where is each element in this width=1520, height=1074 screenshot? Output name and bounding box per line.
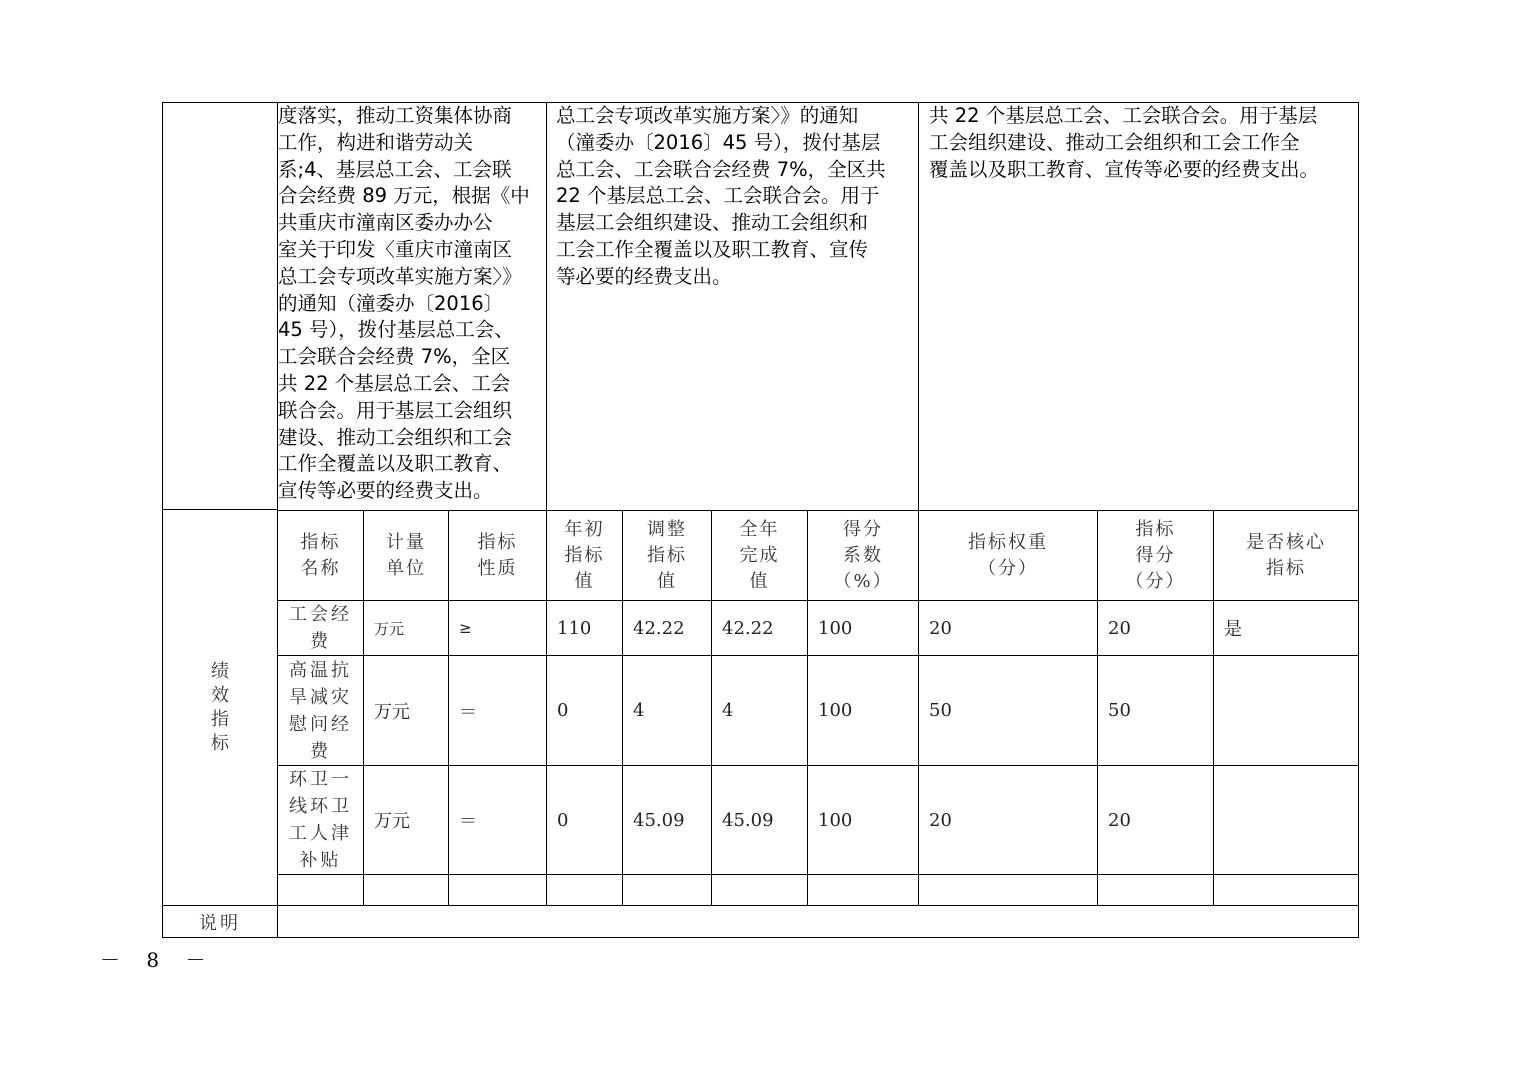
side-label-performance-indicators — [163, 511, 277, 904]
indicator-header-row — [163, 511, 1359, 601]
indicator-name-cell — [278, 766, 364, 875]
note-label: 说明 — [163, 906, 278, 938]
header-line: 年初 — [564, 518, 605, 540]
side-label-char: 绩 — [211, 660, 229, 682]
header-indicator-name — [278, 511, 364, 601]
empty-cell — [808, 875, 919, 906]
header-line: 指标 — [1266, 557, 1307, 579]
header-line: 系数 — [843, 544, 884, 566]
empty-cell — [547, 875, 623, 906]
empty-row — [163, 875, 1359, 906]
header-line: 性质 — [477, 557, 518, 579]
text-line: 建设、推动工会组织和工会 — [278, 425, 513, 449]
initial-cell: 0 — [547, 656, 623, 766]
budget-performance-table — [162, 102, 1359, 938]
header-score-coefficient — [808, 511, 919, 601]
nature-cell: ＝ — [449, 656, 547, 766]
header-line: 全年 — [739, 518, 780, 540]
header-line: 指标权重 — [968, 531, 1049, 553]
indicator-name-cell — [278, 656, 364, 766]
completed-cell: 42.22 — [712, 601, 808, 656]
header-line: 值 — [749, 570, 770, 592]
coef-cell: 100 — [808, 601, 919, 656]
text-line: 工作，构进和谐劳动关 — [278, 130, 474, 154]
left-column-divider — [162, 509, 277, 510]
indicator-name-cell — [278, 601, 364, 656]
name-line: 旱减灾 — [289, 686, 352, 708]
name-line: 费 — [310, 631, 331, 652]
header-initial-value — [547, 511, 623, 601]
description-col2 — [547, 103, 919, 511]
text-line: 系;4、基层总工会、工会联 — [278, 157, 512, 181]
coef-cell: 100 — [808, 656, 919, 766]
table-row — [163, 656, 1359, 766]
text-line: （潼委办〔2016〕45 号），拨付基层 — [556, 130, 881, 154]
initial-cell: 110 — [547, 601, 623, 656]
description-col1 — [278, 103, 547, 511]
empty-cell — [712, 875, 808, 906]
core-cell: 是 — [1214, 601, 1359, 656]
text-line: 基层工会组织建设、推动工会组织和 — [556, 211, 869, 235]
nature-cell: ＝ — [449, 766, 547, 875]
text-line: 总工会专项改革实施方案〉》 — [278, 264, 522, 288]
header-line: 值 — [574, 570, 595, 592]
side-label-char: 指 — [211, 708, 229, 730]
header-line: 值 — [657, 570, 678, 592]
header-weight — [919, 511, 1098, 601]
name-line: 线环卫 — [289, 796, 352, 817]
table-row — [163, 601, 1359, 656]
name-line: 补贴 — [299, 850, 342, 871]
empty-cell — [278, 875, 364, 906]
description-row — [163, 103, 1359, 511]
header-line: 指标 — [647, 544, 688, 566]
text-line: 度落实，推动工资集体协商 — [278, 104, 513, 127]
core-cell — [1214, 766, 1359, 875]
empty-cell — [449, 875, 547, 906]
header-line: （分） — [978, 557, 1039, 579]
coef-cell: 100 — [808, 766, 919, 875]
core-cell — [1214, 656, 1359, 766]
header-line: 指标 — [477, 531, 518, 553]
name-line: 高温抗 — [289, 659, 352, 681]
header-line: 单位 — [386, 557, 426, 579]
text-line: 总工会专项改革实施方案〉》的通知 — [556, 104, 859, 127]
empty-cell — [1098, 875, 1214, 906]
score-cell: 20 — [1098, 766, 1214, 875]
text-line: 联合会。用于基层工会组织 — [278, 398, 513, 422]
name-line: 工人津 — [289, 823, 352, 844]
weight-cell: 50 — [919, 656, 1098, 766]
text-line: 覆盖以及职工教育、宣传等必要的经费支出。 — [929, 157, 1320, 181]
text-line: 的通知（潼委办〔2016〕 — [278, 291, 504, 315]
text-line: 工会联合会经费 7%，全区 — [278, 345, 511, 369]
text-line: 共重庆市潼南区委办办公 — [278, 211, 493, 235]
text-line: 总工会、工会联合会经费 7%，全区共 — [556, 157, 886, 181]
text-line: 45 号），拨付基层总工会、 — [278, 318, 514, 342]
empty-cell — [623, 875, 712, 906]
text-line: 共 22 个基层总工会、工会联合会。用于基层 — [929, 104, 1318, 127]
name-line: 慰问经 — [289, 713, 352, 735]
text-line: 室关于印发〈重庆市潼南区 — [278, 237, 513, 261]
header-line: （分） — [1125, 570, 1186, 592]
header-line: 名称 — [300, 557, 341, 579]
text-line: 工作全覆盖以及职工教育、 — [278, 452, 513, 476]
empty-cell — [1214, 875, 1359, 906]
header-adjusted-value — [623, 511, 712, 601]
weight-cell: 20 — [919, 766, 1098, 875]
adjusted-cell: 45.09 — [623, 766, 712, 875]
note-row — [163, 906, 1359, 938]
text-line: 工会组织建设、推动工会组织和工会工作全 — [929, 130, 1300, 154]
header-nature — [449, 511, 547, 601]
text-line: 宣传等必要的经费支出。 — [278, 479, 493, 503]
name-line: 工会经 — [289, 604, 352, 625]
text-line: 合会经费 89 万元，根据《中 — [278, 184, 530, 208]
side-label-text — [211, 660, 229, 756]
header-line: 指标 — [564, 544, 605, 566]
text-line: 22 个基层总工会、工会联合会。用于 — [556, 184, 880, 208]
name-line: 费 — [310, 740, 331, 762]
header-completed-value — [712, 511, 808, 601]
adjusted-cell: 4 — [623, 656, 712, 766]
initial-cell: 0 — [547, 766, 623, 875]
header-line: 计量 — [386, 531, 426, 553]
side-label-char: 标 — [211, 732, 229, 754]
weight-cell: 20 — [919, 601, 1098, 656]
header-line: 完成 — [739, 544, 780, 566]
header-line: 得分 — [843, 518, 884, 540]
description-col3 — [919, 103, 1359, 511]
header-score — [1098, 511, 1214, 601]
side-label-char: 效 — [211, 684, 229, 706]
score-cell: 50 — [1098, 656, 1214, 766]
score-cell: 20 — [1098, 601, 1214, 656]
header-unit — [364, 511, 449, 601]
header-line: 是否核心 — [1246, 531, 1327, 553]
name-line: 环卫一 — [289, 769, 352, 790]
unit-cell: 万元 — [364, 656, 449, 766]
header-is-core — [1214, 511, 1359, 601]
unit-cell: 万元 — [364, 601, 449, 656]
header-line: （%） — [833, 570, 893, 592]
empty-cell — [919, 875, 1098, 906]
unit-cell: 万元 — [364, 766, 449, 875]
header-line: 指标 — [300, 531, 341, 553]
header-line: 得分 — [1135, 544, 1176, 566]
adjusted-cell: 42.22 — [623, 601, 712, 656]
header-line: 调整 — [647, 518, 688, 540]
nature-cell: ≥ — [449, 601, 547, 656]
completed-cell: 45.09 — [712, 766, 808, 875]
page-number: － 8 － — [100, 948, 216, 972]
note-content — [278, 906, 1359, 938]
text-line: 等必要的经费支出。 — [556, 264, 732, 288]
text-line: 共 22 个基层总工会、工会 — [278, 371, 511, 395]
header-line: 指标 — [1135, 518, 1176, 540]
table-row — [163, 766, 1359, 875]
completed-cell: 4 — [712, 656, 808, 766]
text-line: 工会工作全覆盖以及职工教育、宣传 — [556, 237, 869, 261]
empty-cell — [364, 875, 449, 906]
